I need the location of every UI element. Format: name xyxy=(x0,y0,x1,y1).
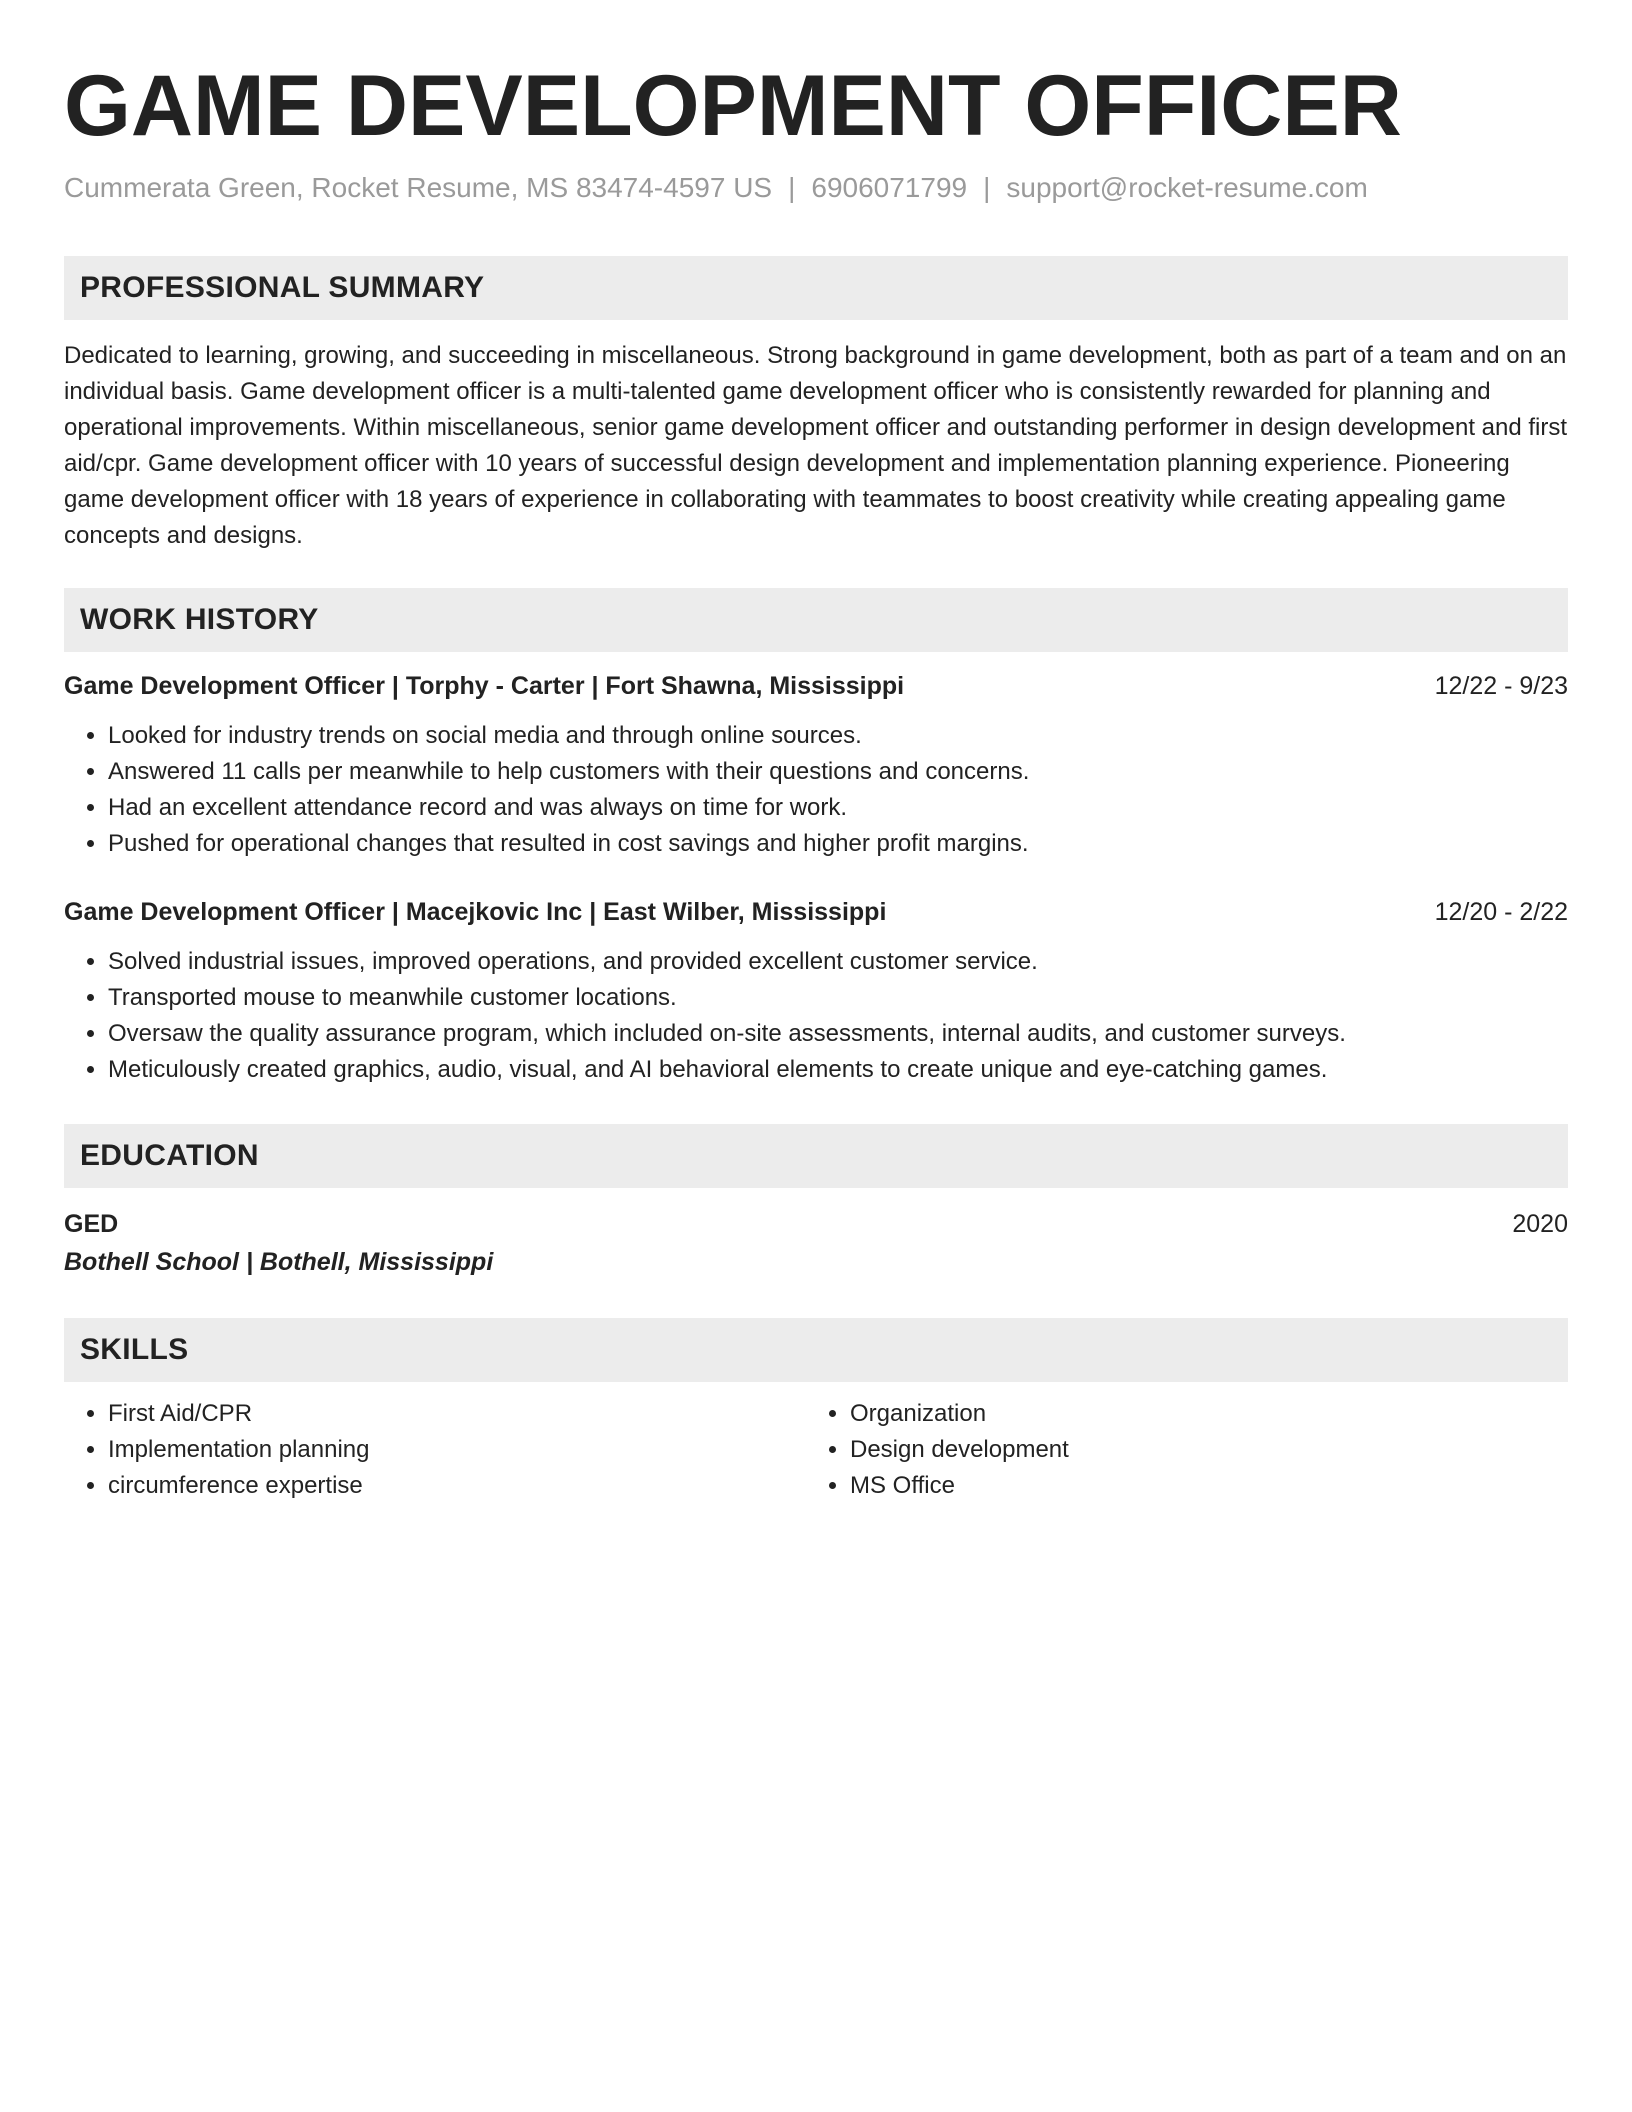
contact-separator: | xyxy=(788,172,796,203)
job-bullet: • Meticulously created graphics, audio, visual, and AI behavioral elements to create unique and eye-catching games. xyxy=(108,1052,1568,1088)
resume-page xyxy=(64,0,1568,1504)
skill-item: • MS Office xyxy=(850,1468,1548,1504)
section-header-work: WORK HISTORY xyxy=(64,588,1568,652)
skill-item: • Organization xyxy=(850,1396,1548,1432)
skills-column-right xyxy=(806,1396,1548,1504)
education-degree: GED xyxy=(64,1210,119,1238)
contact-email: support@rocket-resume.com xyxy=(1006,172,1368,203)
job-title: Game Development Officer | Torphy - Carter | Fort Shawna, Mississippi xyxy=(64,672,905,700)
contact-separator: | xyxy=(983,172,991,203)
job-title: Game Development Officer | Macejkovic Inc | East Wilber, Mississippi xyxy=(64,898,887,926)
summary-text: Dedicated to learning, growing, and succeeding in miscellaneous. Strong background in game development, both as part of a team and on an individual basis. Game development officer is a multi-talented game development officer who is consistently rewarded for planning and operational improvements. Within miscellaneous, senior game development officer and outstanding performer in design development and first aid/cpr. Game development officer with 10 years of successful design development and implementation planning experience. Pioneering game development officer with 18 years of experience in collaborating with teammates to boost creativity while creating appealing game concepts and designs. xyxy=(64,342,1568,549)
skills-column-left xyxy=(64,1396,806,1504)
education-row xyxy=(64,1206,1568,1242)
job-entry xyxy=(64,668,1568,862)
skills-grid xyxy=(64,1396,1568,1504)
skill-item: • circumference expertise xyxy=(108,1468,806,1504)
job-bullets xyxy=(64,718,1568,862)
skill-item: • First Aid/CPR xyxy=(108,1396,806,1432)
job-entry xyxy=(64,894,1568,1088)
job-header xyxy=(64,668,1568,704)
resume-name: GAME DEVELOPMENT OFFICER xyxy=(64,58,1402,154)
education-year: 2020 xyxy=(1512,1210,1568,1238)
contact-line xyxy=(64,170,1568,206)
job-bullet: • Answered 11 calls per meanwhile to help customers with their questions and concerns. xyxy=(108,754,1568,790)
job-bullet: • Oversaw the quality assurance program, which included on-site assessments, internal audits, and customer surveys. xyxy=(108,1016,1568,1052)
job-bullets xyxy=(64,944,1568,1088)
section-header-education: EDUCATION xyxy=(64,1124,1568,1188)
skill-item: • Design development xyxy=(850,1432,1548,1468)
job-header xyxy=(64,894,1568,930)
section-header-summary: PROFESSIONAL SUMMARY xyxy=(64,256,1568,320)
job-bullet: • Looked for industry trends on social media and through online sources. xyxy=(108,718,1568,754)
job-dates: 12/20 - 2/22 xyxy=(1434,898,1568,926)
job-dates: 12/22 - 9/23 xyxy=(1434,672,1568,700)
skill-item: • Implementation planning xyxy=(108,1432,806,1468)
job-bullet: • Solved industrial issues, improved operations, and provided excellent customer service. xyxy=(108,944,1568,980)
contact-phone: 6906071799 xyxy=(811,172,968,203)
job-bullet: • Pushed for operational changes that resulted in cost savings and higher profit margins. xyxy=(108,826,1568,862)
job-bullet: • Had an excellent attendance record and was always on time for work. xyxy=(108,790,1568,826)
job-bullet: • Transported mouse to meanwhile customer locations. xyxy=(108,980,1568,1016)
contact-address: Cummerata Green, Rocket Resume, MS 83474-4597 US xyxy=(64,172,773,203)
education-school: Bothell School | Bothell, Mississippi xyxy=(64,1248,494,1276)
section-header-skills: SKILLS xyxy=(64,1318,1568,1382)
